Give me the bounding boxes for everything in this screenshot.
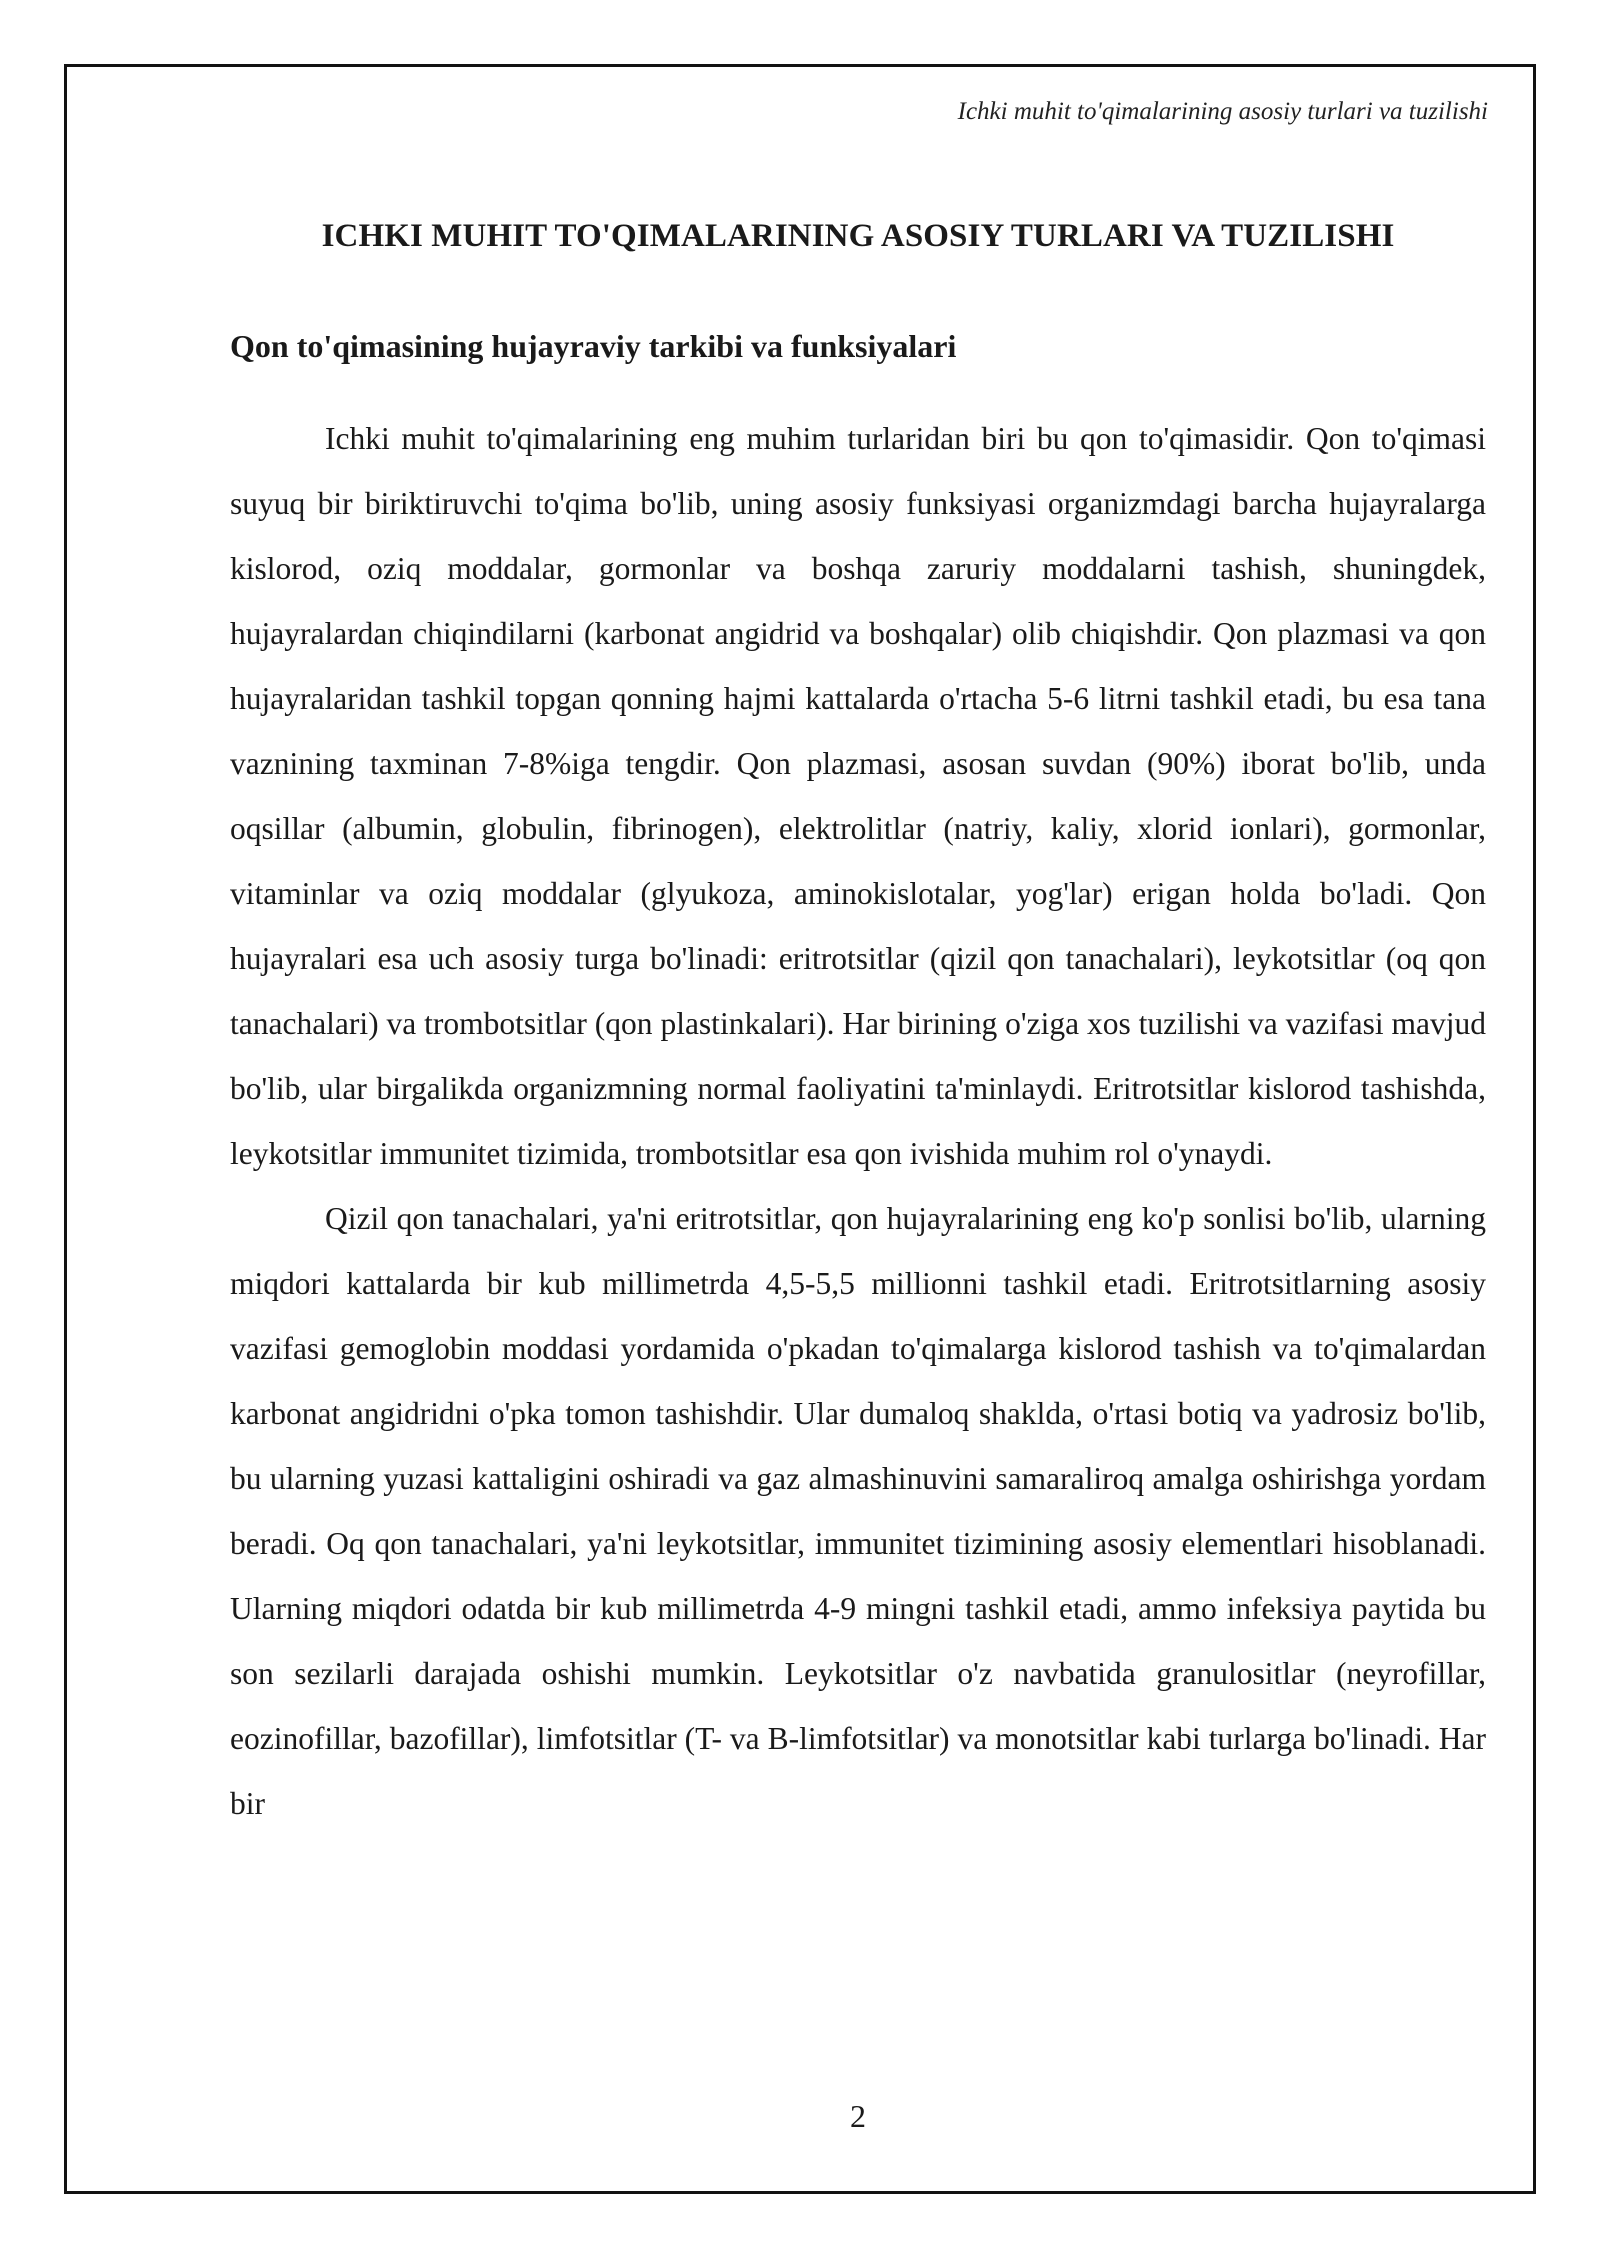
paragraph-1: Ichki muhit to'qimalarining eng muhim turlaridan biri bu qon to'qimasidir. Qon to'qimasi suyuq bir biriktiruvchi to'qima bo'lib, uning asosiy funksiyasi organizmdagi barcha hujayralarga kislorod, oziq moddalar, gormonlar va boshqa zaruriy moddalarni tashish, shuningdek, hujayralardan chiqindilarni (karbonat angidrid va boshqalar) olib chiqishdir. Qon plazmasi va qon hujayralaridan tashkil topgan qonning hajmi kattalarda o'rtacha 5-6 litrni tashkil etadi, bu esa tana vaznining taxminan 7-8%iga tengdir. Qon plazmasi, asosan suvdan (90%) iborat bo'lib, unda oqsillar (albumin, globulin, fibrinogen), elektrolitlar (natriy, kaliy, xlorid ionlari), gormonlar, vitaminlar va oziq moddalar (glyukoza, aminokislotalar, yog'lar) erigan holda bo'ladi. Qon hujayralari esa uch asosiy turga bo'linadi: eritrotsitlar (qizil qon tanachalari), leykotsitlar (oq qon tanachalari) va trombotsitlar (qon plastinkalari). Har birining o'ziga xos tuzilishi va vazifasi mavjud bo'lib, ular birgalikda organizmning normal faoliyatini ta'minlaydi. Eritrotsitlar kislorod tashishda, leykotsitlar immunitet tizimida, trombotsitlar esa qon ivishida muhim rol o'ynaydi. <box>230 421 1486 1171</box>
page-number: 2 <box>850 2098 866 2134</box>
body-text <box>230 406 1486 1836</box>
running-header: Ichki muhit to'qimalarining asosiy turlari va tuzilishi <box>957 98 1488 125</box>
document-title: ICHKI MUHIT TO'QIMALARINING ASOSIY TURLARI VA TUZILISHI <box>321 218 1395 254</box>
paragraph-2: Qizil qon tanachalari, ya'ni eritrotsitlar, qon hujayralarining eng ko'p sonlisi bo'lib, ularning miqdori kattalarda bir kub millimetrda 4,5-5,5 millionni tashkil etadi. Eritrotsitlarning asosiy vazifasi gemoglobin moddasi yordamida o'pkadan to'qimalarga kislorod tashish va to'qimalardan karbonat angidridni o'pka tomon tashishdir. Ular dumaloq shaklda, o'rtasi botiq va yadrosiz bo'lib, bu ularning yuzasi kattaligini oshiradi va gaz almashinuvini samaraliroq amalga oshirishga yordam beradi. Oq qon tanachalari, ya'ni leykotsitlar, immunitet tizimining asosiy elementlari hisoblanadi. Ularning miqdori odatda bir kub millimetrda 4-9 mingni tashkil etadi, ammo infeksiya paytida bu son sezilarli darajada oshishi mumkin. Leykotsitlar o'z navbatida granulositlar (neyrofillar, eozinofillar, bazofillar), limfotsitlar (T- va B-limfotsitlar) va monotsitlar kabi turlarga bo'linadi. Har bir <box>230 1201 1486 1821</box>
section-heading: Qon to'qimasining hujayraviy tarkibi va funksiyalari <box>230 328 957 364</box>
